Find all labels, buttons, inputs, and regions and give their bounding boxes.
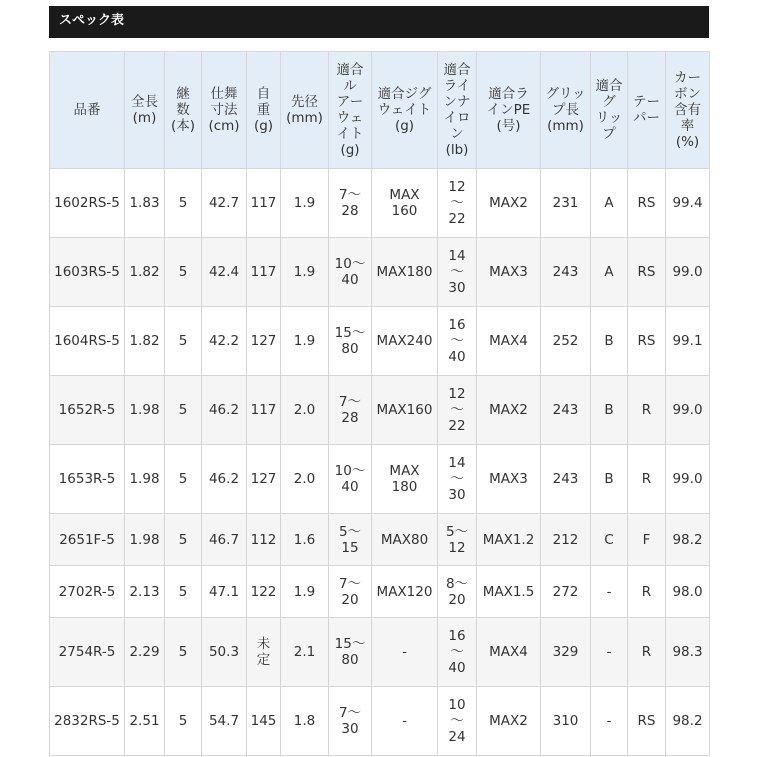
table-cell: 117 — [247, 238, 281, 307]
table-cell: MAX4 — [477, 307, 541, 376]
table-cell: 1653R-5 — [50, 445, 125, 514]
table-cell: 16 ～ 40 — [438, 618, 477, 687]
table-cell: 2.51 — [125, 687, 165, 756]
table-cell: 46.7 — [202, 514, 247, 566]
table-cell: C — [591, 514, 628, 566]
table-cell: 5 — [165, 376, 202, 445]
table-cell: 15～ 80 — [329, 307, 372, 376]
table-cell: 5 — [165, 445, 202, 514]
table-cell: 98.3 — [666, 618, 710, 687]
header-cell-taper: テー パー — [628, 52, 666, 169]
table-cell: 1603RS-5 — [50, 238, 125, 307]
table-cell: 1.9 — [281, 307, 329, 376]
table-cell: 1.98 — [125, 376, 165, 445]
table-cell: 46.2 — [202, 445, 247, 514]
table-cell: 99.1 — [666, 307, 710, 376]
table-cell: 15～ 80 — [329, 618, 372, 687]
table-cell: 2.0 — [281, 445, 329, 514]
table-cell: 122 — [247, 566, 281, 618]
table-cell: 98.2 — [666, 514, 710, 566]
table-cell: MAX80 — [372, 514, 438, 566]
header-cell-nylon-line: 適合 ライ ンナ イロ ン (lb) — [438, 52, 477, 169]
table-row — [50, 376, 710, 445]
table-cell: 1.9 — [281, 566, 329, 618]
table-cell: 10 ～ 24 — [438, 687, 477, 756]
table-cell: B — [591, 445, 628, 514]
header-cell-length: 全長 (m) — [125, 52, 165, 169]
header-cell-tip-diameter: 先径 (mm) — [281, 52, 329, 169]
table-cell: 2832RS-5 — [50, 687, 125, 756]
header-cell-closed-length: 仕舞 寸法 (cm) — [202, 52, 247, 169]
table-cell: 1604RS-5 — [50, 307, 125, 376]
table-cell: 2651F-5 — [50, 514, 125, 566]
table-cell: MAX2 — [477, 376, 541, 445]
table-cell: MAX 180 — [372, 445, 438, 514]
table-cell: MAX160 — [372, 376, 438, 445]
table-cell: MAX2 — [477, 169, 541, 238]
table-cell: RS — [628, 169, 666, 238]
table-cell: 2.13 — [125, 566, 165, 618]
table-cell: 7～ 20 — [329, 566, 372, 618]
table-cell: 127 — [247, 445, 281, 514]
table-cell: 231 — [541, 169, 591, 238]
table-cell: 98.2 — [666, 687, 710, 756]
spec-table — [49, 51, 710, 756]
table-row — [50, 307, 710, 376]
header-cell-carbon-content: カー ボン 含有 率 (%) — [666, 52, 710, 169]
table-cell: 12 ～ 22 — [438, 376, 477, 445]
table-cell: 127 — [247, 307, 281, 376]
table-cell: MAX3 — [477, 238, 541, 307]
table-cell: 47.1 — [202, 566, 247, 618]
table-cell: 42.4 — [202, 238, 247, 307]
table-cell: 7～ 28 — [329, 376, 372, 445]
table-cell: 1.9 — [281, 238, 329, 307]
table-cell: 54.7 — [202, 687, 247, 756]
table-cell: MAX1.5 — [477, 566, 541, 618]
table-cell: 7～ 30 — [329, 687, 372, 756]
table-cell: R — [628, 376, 666, 445]
table-cell: 5 — [165, 307, 202, 376]
table-cell: 未 定 — [247, 618, 281, 687]
table-cell: 99.0 — [666, 445, 710, 514]
spec-table-title: スペック表 — [49, 6, 709, 38]
table-row — [50, 238, 710, 307]
table-cell: 5～ 12 — [438, 514, 477, 566]
table-cell: 212 — [541, 514, 591, 566]
table-cell: 14 ～ 30 — [438, 238, 477, 307]
table-cell: 42.7 — [202, 169, 247, 238]
table-cell: MAX3 — [477, 445, 541, 514]
table-cell: RS — [628, 238, 666, 307]
table-row — [50, 514, 710, 566]
header-cell-grip-length: グリッ プ長 (mm) — [541, 52, 591, 169]
table-cell: A — [591, 169, 628, 238]
header-cell-part-number: 品番 — [50, 52, 125, 169]
table-cell: A — [591, 238, 628, 307]
header-cell-jig-weight: 適合ジグ ウェイト (g) — [372, 52, 438, 169]
table-cell: MAX240 — [372, 307, 438, 376]
table-cell: R — [628, 566, 666, 618]
table-cell: 1.83 — [125, 169, 165, 238]
table-cell: - — [372, 687, 438, 756]
table-cell: MAX120 — [372, 566, 438, 618]
table-cell: 272 — [541, 566, 591, 618]
table-cell: 99.0 — [666, 238, 710, 307]
table-cell: MAX4 — [477, 618, 541, 687]
table-cell: MAX2 — [477, 687, 541, 756]
header-cell-pe-line: 適合ラ インPE (号) — [477, 52, 541, 169]
table-cell: 310 — [541, 687, 591, 756]
table-cell: 329 — [541, 618, 591, 687]
table-cell: MAX180 — [372, 238, 438, 307]
table-cell: 2.29 — [125, 618, 165, 687]
table-cell: B — [591, 307, 628, 376]
table-cell: 16 ～ 40 — [438, 307, 477, 376]
table-cell: 1602RS-5 — [50, 169, 125, 238]
table-row — [50, 687, 710, 756]
table-cell: 10～ 40 — [329, 238, 372, 307]
table-cell: 2754R-5 — [50, 618, 125, 687]
table-cell: 98.0 — [666, 566, 710, 618]
table-cell: 243 — [541, 376, 591, 445]
header-cell-weight: 自 重 (g) — [247, 52, 281, 169]
table-cell: 99.4 — [666, 169, 710, 238]
table-cell: - — [591, 566, 628, 618]
table-cell: 243 — [541, 238, 591, 307]
table-cell: 5～ 15 — [329, 514, 372, 566]
table-cell: 8～ 20 — [438, 566, 477, 618]
header-cell-grip-type: 適合 グ リッ プ — [591, 52, 628, 169]
table-cell: 10～ 40 — [329, 445, 372, 514]
table-cell: 42.2 — [202, 307, 247, 376]
header-cell-pieces: 継 数 (本) — [165, 52, 202, 169]
header-row — [50, 52, 710, 169]
table-cell: 99.0 — [666, 376, 710, 445]
table-cell: 5 — [165, 514, 202, 566]
table-cell: MAX 160 — [372, 169, 438, 238]
table-cell: 5 — [165, 169, 202, 238]
table-cell: 252 — [541, 307, 591, 376]
table-cell: B — [591, 376, 628, 445]
table-cell: 117 — [247, 376, 281, 445]
table-cell: R — [628, 445, 666, 514]
table-row — [50, 618, 710, 687]
table-cell: 2.1 — [281, 618, 329, 687]
table-cell: 1.82 — [125, 307, 165, 376]
table-cell: 12 ～ 22 — [438, 169, 477, 238]
table-cell: 243 — [541, 445, 591, 514]
table-cell: 1.98 — [125, 514, 165, 566]
table-row — [50, 566, 710, 618]
table-cell: 112 — [247, 514, 281, 566]
table-cell: - — [372, 618, 438, 687]
table-cell: 46.2 — [202, 376, 247, 445]
table-cell: 14 ～ 30 — [438, 445, 477, 514]
table-cell: 1.8 — [281, 687, 329, 756]
table-cell: 5 — [165, 618, 202, 687]
table-cell: 2702R-5 — [50, 566, 125, 618]
table-row — [50, 169, 710, 238]
table-cell: 1652R-5 — [50, 376, 125, 445]
table-cell: 5 — [165, 687, 202, 756]
table-cell: RS — [628, 687, 666, 756]
header-cell-lure-weight: 適合 ル アー ウェ イト (g) — [329, 52, 372, 169]
table-cell: 50.3 — [202, 618, 247, 687]
table-cell: 5 — [165, 566, 202, 618]
table-cell: 2.0 — [281, 376, 329, 445]
table-cell: 1.82 — [125, 238, 165, 307]
table-cell: 1.9 — [281, 169, 329, 238]
table-cell: - — [591, 687, 628, 756]
table-cell: 117 — [247, 169, 281, 238]
table-cell: 1.98 — [125, 445, 165, 514]
table-cell: F — [628, 514, 666, 566]
table-cell: 7～ 28 — [329, 169, 372, 238]
table-cell: 1.6 — [281, 514, 329, 566]
table-cell: MAX1.2 — [477, 514, 541, 566]
table-cell: RS — [628, 307, 666, 376]
table-cell: 145 — [247, 687, 281, 756]
table-row — [50, 445, 710, 514]
table-cell: R — [628, 618, 666, 687]
table-cell: 5 — [165, 238, 202, 307]
table-cell: - — [591, 618, 628, 687]
